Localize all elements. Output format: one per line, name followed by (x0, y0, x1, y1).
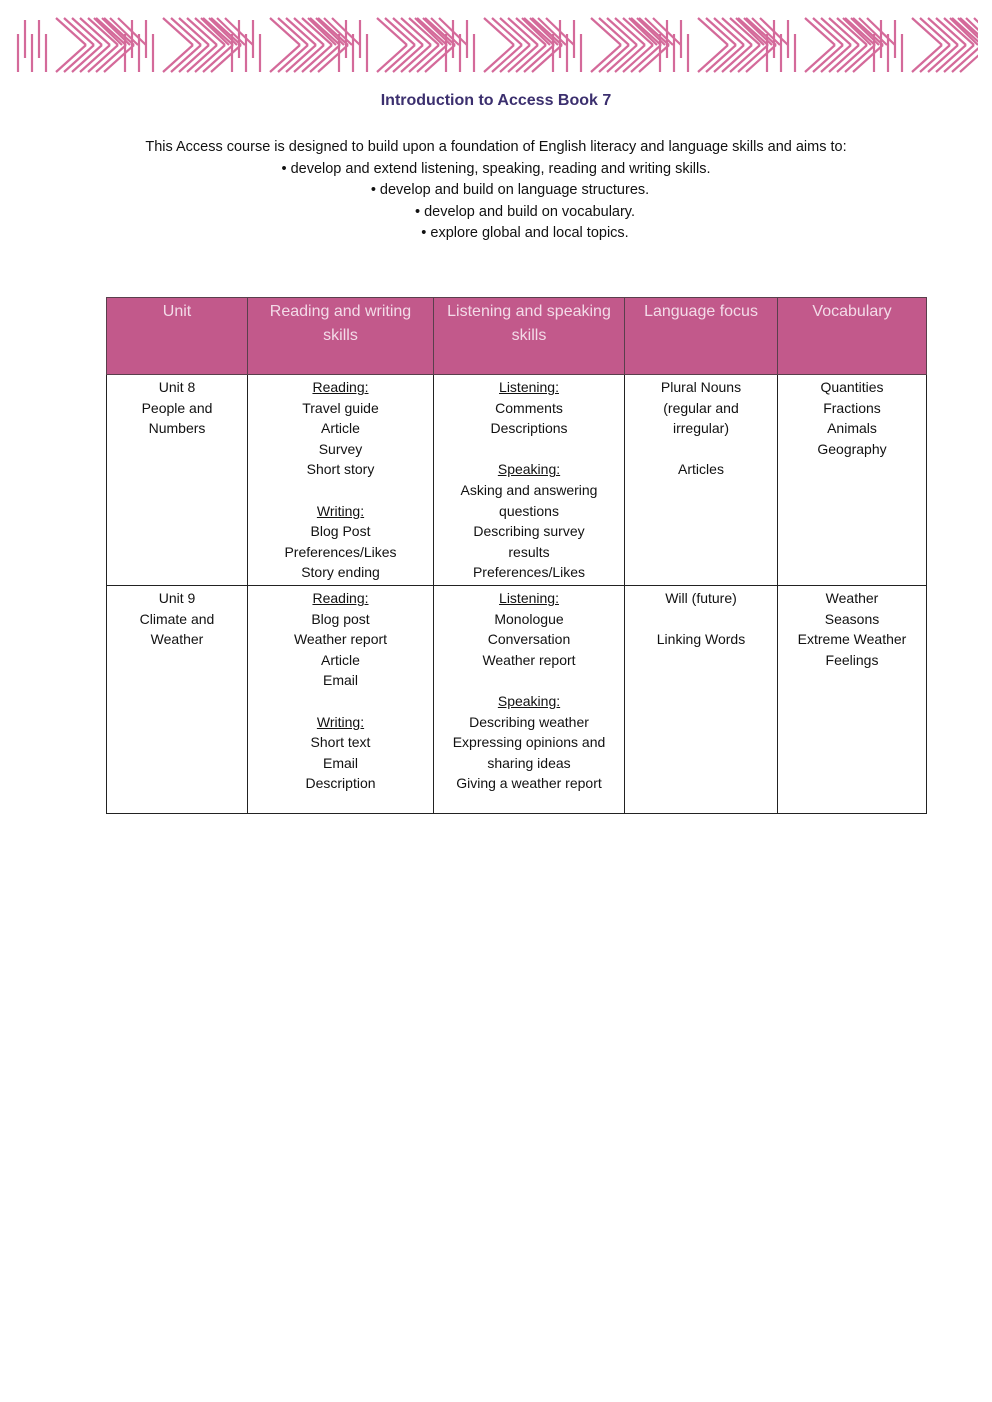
list-item: Weather (825, 590, 879, 606)
unit-cell (107, 586, 248, 814)
reading-writing-cell (248, 375, 434, 586)
speaking-heading: Speaking: (497, 692, 561, 709)
listening-heading: Listening: (499, 590, 559, 606)
language-focus-cell (625, 586, 778, 814)
list-item: Feelings (825, 651, 879, 668)
units-table (106, 297, 927, 814)
list-item: Describing weather (469, 713, 589, 730)
list-item: Descriptions (490, 420, 568, 437)
page-title: Introduction to Access Book 7 (380, 92, 612, 109)
writing-heading: Writing: (316, 502, 365, 519)
list-item: Preferences/Likes (284, 543, 397, 560)
vocabulary-cell (778, 375, 927, 586)
list-item: Extreme Weather (797, 631, 907, 648)
list-item: Article (321, 420, 360, 437)
list-item: Monologue (494, 610, 564, 627)
reading-writing-cell (248, 586, 434, 814)
list-item: Weather report (293, 631, 388, 648)
header-unit: Unit (107, 298, 248, 375)
reading-heading: Reading: (312, 379, 369, 395)
list-item: Linking Words (656, 631, 746, 648)
decorative-pattern-banner (14, 16, 978, 74)
list-item: Animals (827, 420, 877, 437)
list-item: Description (305, 775, 376, 792)
list-item: Quantities (820, 379, 884, 395)
language-focus-cell (625, 375, 778, 586)
list-item: Articles (678, 461, 724, 478)
list-item: Asking and answering questions (460, 481, 598, 519)
list-item: Weather report (482, 651, 576, 668)
list-item: Conversation (487, 631, 571, 648)
header-listening-speaking: Listening and speaking skills (434, 298, 625, 375)
listening-speaking-cell (434, 375, 625, 586)
list-item: Fractions (823, 399, 881, 416)
list-item: Expressing opinions and sharing ideas (452, 734, 606, 771)
list-item: Preferences/Likes (472, 564, 586, 581)
unit-number: Unit 8 (158, 379, 196, 395)
list-item: Geography (817, 440, 887, 457)
header-vocabulary: Vocabulary (778, 298, 927, 375)
speaking-heading: Speaking: (497, 461, 561, 478)
list-item: Article (321, 651, 360, 668)
writing-heading: Writing: (316, 713, 365, 730)
listening-heading: Listening: (499, 379, 559, 395)
unit-title: Climate and Weather (139, 610, 215, 648)
list-item: Describing survey results (473, 523, 585, 560)
table-row (107, 375, 927, 586)
list-item: Survey (318, 440, 363, 457)
header-reading-writing: Reading and writing skills (248, 298, 434, 375)
list-item: Seasons (824, 610, 880, 627)
intro-bullet: • develop and build on language structures. (370, 182, 650, 198)
unit-title: People and Numbers (141, 399, 213, 437)
list-item: Story ending (301, 564, 380, 581)
list-item: Short story (306, 461, 375, 478)
intro-lead: This Access course is designed to build upon a foundation of English literacy and language skills and aims to: (145, 139, 847, 155)
header-language-focus: Language focus (625, 298, 778, 375)
list-item: Will (future) (665, 590, 737, 606)
list-item: Email (322, 672, 358, 689)
vocabulary-cell (778, 586, 927, 814)
table-row (107, 586, 927, 814)
unit-cell (107, 375, 248, 586)
list-item: Comments (495, 399, 563, 416)
listening-speaking-cell (434, 586, 625, 814)
list-item: Short text (310, 734, 371, 751)
intro-bullet: • develop and extend listening, speaking, reading and writing skills. (281, 160, 711, 177)
list-item: Email (322, 754, 358, 771)
intro-bullet: • explore global and local topics. (421, 225, 629, 241)
unit-number: Unit 9 (158, 590, 196, 606)
list-item: Blog Post (310, 523, 371, 540)
reading-heading: Reading: (312, 590, 369, 606)
table-header-row (107, 298, 927, 375)
list-item: Plural Nouns (regular and irregular) (660, 379, 742, 437)
list-item: Travel guide (302, 399, 379, 416)
intro-bullet: • develop and build on vocabulary. (414, 203, 636, 220)
list-item: Giving a weather report (456, 775, 602, 792)
intro-text (0, 137, 992, 245)
list-item: Blog post (311, 610, 370, 627)
